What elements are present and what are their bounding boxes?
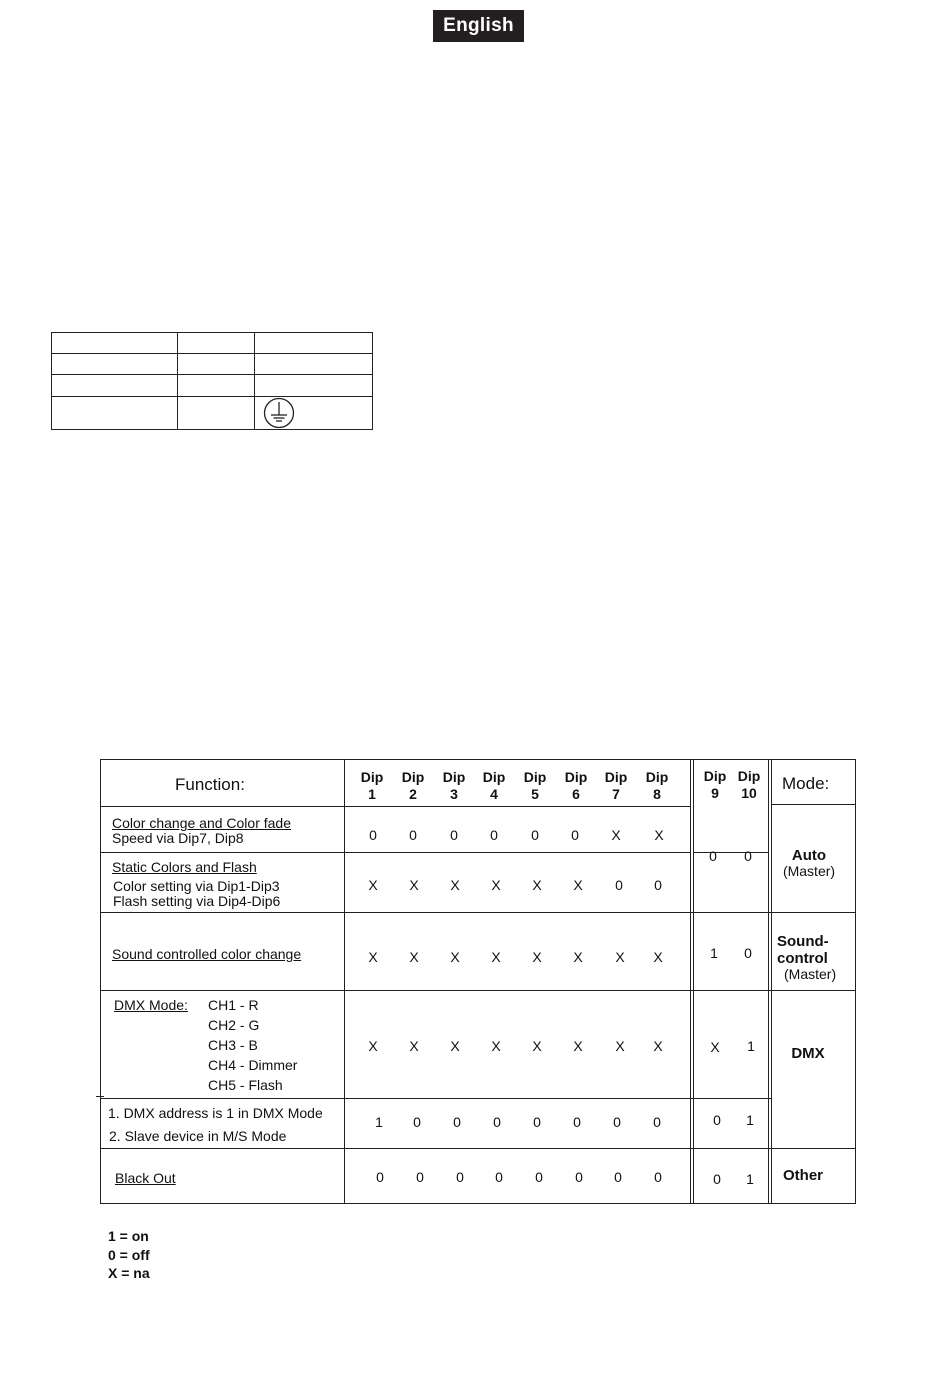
- dip-value: 0: [490, 827, 498, 843]
- channel-label: CH5 - Flash: [208, 1077, 283, 1093]
- row-title: DMX Mode:: [114, 997, 188, 1013]
- dip-header-2: Dip 2: [401, 769, 425, 802]
- mode-auto: Auto: [791, 847, 827, 864]
- dip-value: X: [491, 949, 501, 965]
- dip-value: 1: [747, 1038, 755, 1054]
- dip-value: 0: [744, 945, 752, 961]
- connection-table: [51, 332, 373, 430]
- channel-label: CH1 - R: [208, 997, 259, 1013]
- dip-header-9: Dip 9: [703, 768, 727, 801]
- dip-value: X: [573, 877, 583, 893]
- channel-label: CH4 - Dimmer: [208, 1057, 298, 1073]
- dip-value: X: [368, 877, 378, 893]
- dip-value: X: [368, 1038, 378, 1054]
- row-description: Color setting via Dip1-Dip3: [113, 878, 280, 894]
- dip-value: X: [573, 949, 583, 965]
- dip-value: 1: [375, 1114, 383, 1130]
- dip-value: X: [653, 949, 663, 965]
- table-cell: [177, 375, 255, 396]
- dip-value: X: [615, 949, 625, 965]
- dip-value: 0: [416, 1169, 424, 1185]
- table-cell: [52, 375, 178, 396]
- table-cell: [177, 396, 255, 429]
- row-description: Speed via Dip7, Dip8: [112, 830, 244, 846]
- dip-switch-table: [100, 759, 856, 1204]
- dip-value: 0: [493, 1114, 501, 1130]
- dip-value: X: [532, 877, 542, 893]
- dip-value: 0: [369, 827, 377, 843]
- dip-value: 0: [573, 1114, 581, 1130]
- dip-value: 0: [654, 1169, 662, 1185]
- dip-header-4: Dip 4: [482, 769, 506, 802]
- dip-value: 0: [533, 1114, 541, 1130]
- dip-value: 0: [615, 877, 623, 893]
- dip-value: 0: [571, 827, 579, 843]
- row-title: Sound controlled color change: [112, 946, 302, 962]
- dip-value: X: [532, 1038, 542, 1054]
- dip-value: 0: [409, 827, 417, 843]
- table-cell: [255, 333, 373, 354]
- dip-value: X: [450, 949, 460, 965]
- row-title: Color change and Color fade: [112, 815, 292, 831]
- mode-other: Other: [782, 1167, 824, 1184]
- mode-dmx: DMX: [791, 1045, 825, 1062]
- dip-header-6: Dip 6: [564, 769, 588, 802]
- dip-value: 0: [450, 827, 458, 843]
- function-header: Function:: [175, 775, 245, 794]
- table-cell: [255, 375, 373, 396]
- row-description: 1. DMX address is 1 in DMX Mode: [108, 1105, 323, 1121]
- dip-value: X: [532, 949, 542, 965]
- table-cell: [255, 354, 373, 375]
- dip-header-3: Dip 3: [442, 769, 466, 802]
- row-title: Static Colors and Flash: [112, 859, 257, 875]
- row-description: 2. Slave device in M/S Mode: [109, 1128, 287, 1144]
- dip-value: X: [491, 877, 501, 893]
- language-badge: English: [433, 10, 524, 42]
- dip-header-10: Dip 10: [737, 768, 761, 801]
- dip-value: X: [450, 877, 460, 893]
- earth-ground-icon: [263, 397, 295, 429]
- dip-value: 0: [575, 1169, 583, 1185]
- dip-value: 0: [713, 1171, 721, 1187]
- table-cell: [177, 354, 255, 375]
- dip-value: 1: [710, 945, 718, 961]
- dip-value: X: [654, 827, 664, 843]
- dip-value: X: [491, 1038, 501, 1054]
- dip-value: X: [710, 1039, 720, 1055]
- dip-value: X: [450, 1038, 460, 1054]
- legend: [108, 1227, 150, 1283]
- dip-header-5: Dip 5: [523, 769, 547, 802]
- legend-off: 0 = off: [108, 1246, 150, 1263]
- dip-value: 0: [613, 1114, 621, 1130]
- dip-value: 0: [376, 1169, 384, 1185]
- dip-value: 0: [453, 1114, 461, 1130]
- dip-value: 0: [653, 1114, 661, 1130]
- dip-value: 1: [746, 1112, 754, 1128]
- dip-value: 0: [495, 1169, 503, 1185]
- mode-sound-control: Sound- control: [777, 933, 829, 967]
- channel-label: CH3 - B: [208, 1037, 258, 1053]
- table-cell: [52, 354, 178, 375]
- mode-auto-sub: (Master): [782, 863, 836, 879]
- dip-value: 0: [654, 877, 662, 893]
- mode-sound-sub: (Master): [784, 966, 837, 982]
- dip-value: X: [573, 1038, 583, 1054]
- table-cell: [52, 396, 178, 429]
- dip-value: 0: [709, 848, 717, 864]
- table-cell: [177, 333, 255, 354]
- dip-value: X: [615, 1038, 625, 1054]
- dip-value: 0: [531, 827, 539, 843]
- row-description: Flash setting via Dip4-Dip6: [113, 893, 281, 909]
- legend-na: X = na: [108, 1265, 150, 1281]
- dip-value: 1: [746, 1171, 754, 1187]
- dip-value: 0: [744, 848, 752, 864]
- dip-value: 0: [535, 1169, 543, 1185]
- dip-value: X: [368, 949, 378, 965]
- row-title: Black Out: [115, 1170, 176, 1186]
- table-cell: [52, 333, 178, 354]
- dip-value: X: [409, 949, 419, 965]
- dip-header-7: Dip 7: [604, 769, 628, 802]
- dip-value: 0: [614, 1169, 622, 1185]
- dip-value: X: [611, 827, 621, 843]
- channel-label: CH2 - G: [208, 1017, 260, 1033]
- dip-value: 0: [713, 1112, 721, 1128]
- table-cell: [255, 396, 373, 429]
- dip-value: X: [653, 1038, 663, 1054]
- dip-value: X: [409, 1038, 419, 1054]
- dip-value: 0: [456, 1169, 464, 1185]
- dip-value: 0: [413, 1114, 421, 1130]
- mode-header: Mode:: [782, 774, 830, 793]
- dip-header-1: Dip 1: [360, 769, 384, 802]
- dip-value: X: [409, 877, 419, 893]
- legend-on: 1 = on: [108, 1228, 149, 1244]
- dip-header-8: Dip 8: [645, 769, 669, 802]
